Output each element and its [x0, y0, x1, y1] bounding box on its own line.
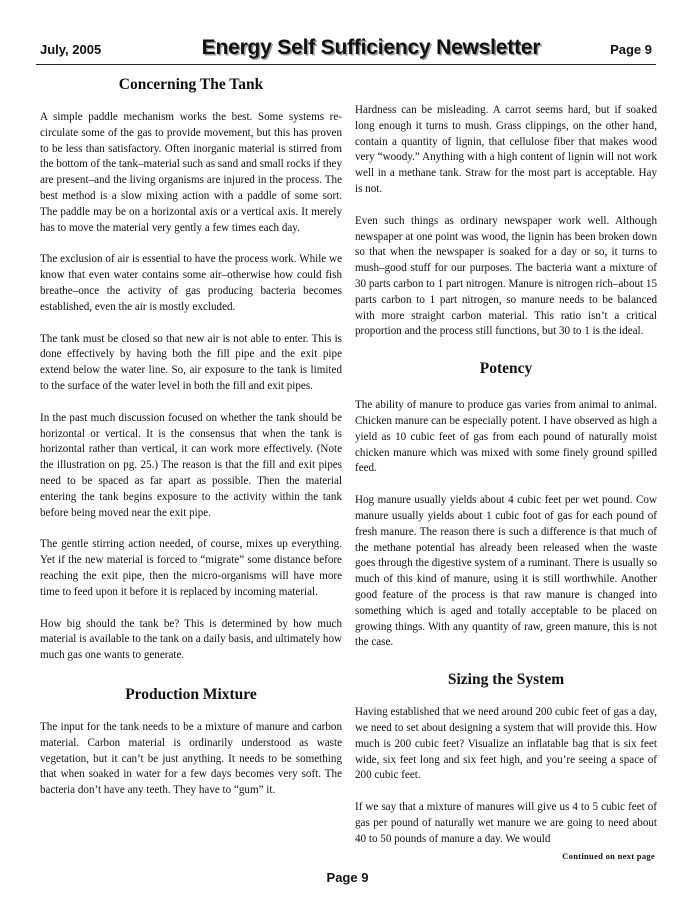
paragraph: The input for the tank needs to be a mixture of manure and carbon material. Carbon material is ordinarily understood as waste vegetation, but it can’t be just anything. It needs to be something that when soaked in water for a few days becomes very soft. The bacteria don’t have any teeth. They have to “gum” it. [40, 720, 342, 797]
section-title-sizing: Sizing the System [447, 671, 565, 689]
section-title-tank: Concerning The Tank [118, 76, 264, 93]
right-column [355, 76, 657, 847]
paragraph: How big should the tank be? This is determined by how much material is available to the tank on a daily basis, and ultimately how much gas one wants to generate. [40, 617, 342, 662]
newsletter-title: Energy Self Sufficiency Newsletter [201, 36, 541, 59]
page-header [36, 36, 656, 66]
paragraph: The tank must be closed so that new air is not able to enter. This is done effectively by having both the fill pipe and the exit pipe extend below the water line. So, air exposure to the tank is limited to the surface of the water level in both the fill and exit pipes. [40, 332, 342, 392]
paragraph: The exclusion of air is essential to have the process work. While we know that even water contains some air–otherwise how could fish breathe–once the activity of gas producing bacteria becomes established, even the air is mostly excluded. [40, 253, 342, 313]
section-title-potency: Potency [479, 360, 533, 378]
section-title-mixture: Production Mixture [125, 685, 257, 703]
issue-date: July, 2005 [40, 42, 102, 57]
paragraph: Even such things as ordinary newspaper work well. Although newspaper at one point was wood, the lignin has been broken down so that when the newspaper is soaked for a day or so, it turns to mush–good stuff for our purposes. The bacteria want a mixture of 30 parts carbon to 1 part nitrogen. Manure is nitrogen rich–about 15 parts carbon to 1 part nitrogen, so manure needs to be balanced with more straight carbon material. This ratio isn’t a critical proportion and the process still functions, but 30 to 1 is the ideal. [355, 214, 657, 338]
paragraph: The gentle stirring action needed, of course, mixes up everything. Yet if the new material is forced to “migrate” some distance before reaching the exit pipe, then the micro-organisms will have more time to feed upon it before it is replaced by incoming material. [40, 538, 342, 598]
header-page-number: Page 9 [610, 42, 652, 57]
paragraph: If we say that a mixture of manures will give us 4 to 5 cubic feet of gas per pound of naturally wet manure we are going to need about 40 to 50 pounds of manure a day. We would [355, 801, 657, 845]
left-column [40, 76, 342, 799]
paragraph: Having established that we need around 200 cubic feet of gas a day, we need to set about designing a system that will provide this. How much is 200 cubic feet? Visualize an inflatable bag that is six feet wide, six feet long and six feet high, and you’re seeing a space of 200 cubic feet. [355, 706, 657, 782]
header-rule [36, 64, 656, 65]
paragraph: Hog manure usually yields about 4 cubic feet per wet pound. Cow manure usually yields about 1 cubic foot of gas for each pound of fresh manure. The reason there is such a difference is that much of the methane potential has already been released when the waste goes through the digestive system of a ruminant. There is usually so much of this kind of manure, using it is still worthwhile. Another good feature of the process is that raw manure is changed into something which is aged and totally acceptable to be placed on growing things. With any quantity of raw, green manure, this is not the case. [355, 494, 657, 649]
continued-note: Continued on next page [562, 851, 655, 861]
paragraph: A simple paddle mechanism works the best. Some systems re-circulate some of the gas to provide movement, but this has proven to be less than satisfactory. Often inorganic material is stirred from the bottom of the tank–material such as sand and small rocks if they are present–and the living organisms are injured in the process. The best method is a slow mixing action with a paddle of some sort. The paddle may be on a horizontal axis or a vertical axis. It merely has to move the material very gently a few times each day. [40, 111, 342, 234]
paragraph: Hardness can be misleading. A carrot seems hard, but if soaked long enough it turns to mush. Grass clippings, on the other hand, contain a quantity of lignin, that cellulose fiber that makes wood very “woody.” Anything with a high content of lignin will not work well in a methane tank. Straw for the most part is acceptable. Hay is not. [355, 104, 657, 195]
paragraph: In the past much discussion focused on whether the tank should be horizontal or vertical. It is the consensus that when the tank is horizontal rather than vertical, it can work more effectively. (Note the illustration on pg. 25.) The reason is that the fill and exit pipes need to be spaced as far apart as possible. Then the material entering the tank begins exposure to the activity within the tank before being moved near the exit pipe. [40, 411, 342, 519]
footer-page-number: Page 9 [326, 870, 369, 885]
paragraph: The ability of manure to produce gas varies from animal to animal. Chicken manure can be especially potent. I have observed as high a yield as 10 cubic feet of gas from each pound of naturally moist chicken manure which was mixed with some finely ground spilled feed. [355, 399, 657, 475]
